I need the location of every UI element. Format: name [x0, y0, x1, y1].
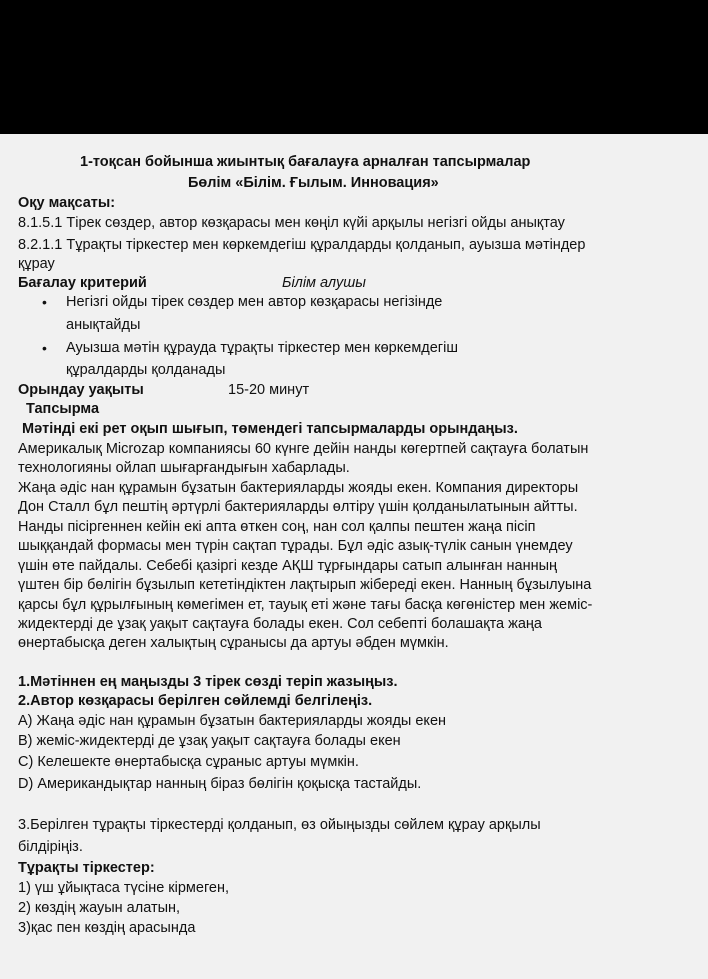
question-2: 2.Автор көзқарасы берілген сөйлемді белгілеңіз.	[18, 693, 373, 709]
bullet-icon: •	[42, 294, 47, 310]
criteria-item-line: Негізгі ойды тірек сөздер мен автор көзқарасы негізінде	[66, 294, 443, 310]
text-line: Америкалық Microzap компаниясы 60 күнге дейін нанды көгертпей сақтауға болатын	[18, 441, 589, 457]
task-instruction: Мәтінді екі рет оқып шығып, төмендегі тапсырмаларды орындаңыз.	[22, 421, 518, 437]
text-line: Жаңа әдіс нан құрамын бұзатын бактерияларды жояды екен. Компания директоры	[18, 480, 579, 496]
title-line-2: Бөлім «Білім. Ғылым. Инновация»	[188, 175, 439, 191]
answer-option-d: D) Американдықтар нанның біраз бөлігін қоқысқа тастайды.	[18, 776, 422, 792]
answer-option-b: B) жеміс-жидектерді де ұзақ уақыт сақтауға болады екен	[18, 733, 401, 749]
time-value: 15-20 минут	[228, 382, 310, 398]
answer-option-c: C) Келешекте өнертабысқа сұраныс артуы мүмкін.	[18, 754, 359, 770]
phrase-item: 2) көздің жауын алатын,	[18, 900, 181, 916]
objective-item: құрау	[18, 256, 55, 272]
text-line: технологияны ойлап шығарғандығын хабарлады.	[18, 460, 350, 476]
criteria-student-label: Білім алушы	[282, 275, 366, 291]
text-line: Нанды пісіргеннен кейін екі апта өткен соң, нан сол қалпы пештен жаңа пісіп	[18, 519, 536, 535]
time-label: Орындау уақыты	[18, 382, 144, 398]
text-line: жидектерді де ұзақ уақыт сақтауға болады екен. Сол себепті болашақта жаңа	[18, 616, 542, 632]
question-1: 1.Мәтіннен ең маңызды 3 тірек сөзді теріп жазыңыз.	[18, 674, 398, 690]
question-3-line: 3.Берілген тұрақты тіркестерді қолданып, өз ойыңызды сөйлем құрау арқылы	[18, 817, 541, 833]
phrase-item: 3)қас пен көздің арасында	[18, 920, 196, 936]
criteria-heading: Бағалау критерий	[18, 275, 147, 291]
criteria-item-line: құралдарды қолданады	[66, 362, 226, 378]
answer-option-a: A) Жаңа әдіс нан құрамын бұзатын бактерияларды жояды екен	[18, 713, 447, 729]
criteria-item-line: Ауызша мәтін құрауда тұрақты тіркестер мен көркемдегіш	[66, 340, 458, 356]
task-heading: Тапсырма	[26, 401, 100, 417]
phrase-item: 1) үш ұйықтаса түсіне кірмеген,	[18, 880, 230, 896]
objective-item: 8.2.1.1 Тұрақты тіркестер мен көркемдегіш құралдарды қолданып, ауызша мәтіндер	[18, 237, 586, 253]
document-page	[0, 134, 708, 979]
text-line: үштен бір бөлігін бұзылып кететіндіктен лақтырып жібереді екен. Нанның бұзылуына	[18, 577, 592, 593]
phrases-heading: Тұрақты тіркестер:	[18, 860, 155, 876]
text-line: шыққандай формасы мен түрін сақтап тұрады. Бұл әдіс азық-түлік санын үнемдеу	[18, 538, 573, 554]
objective-item: 8.1.5.1 Тірек сөздер, автор көзқарасы мен көңіл күйі арқылы негізгі ойды анықтау	[18, 215, 565, 231]
title-line-1: 1-тоқсан бойынша жиынтық бағалауға арналған тапсырмалар	[80, 154, 531, 170]
text-line: Дон Сталл бұл пештің әртүрлі бактерияларды өлтіру үшін қолданылатынын айтты.	[18, 499, 578, 515]
text-line: қарсы бұл құрылғының көмегімен ет, тауық еті және тағы басқа көгөністер мен жеміс-	[18, 597, 593, 613]
objectives-heading: Оқу мақсаты:	[18, 195, 116, 211]
criteria-item-line: анықтайды	[66, 317, 141, 333]
text-line: үшін өте пайдалы. Себебі қазіргі кезде АҚШ тұрғындары сатып алынған нанның	[18, 558, 558, 574]
bullet-icon: •	[42, 340, 47, 356]
text-line: өнертабысқа деген халықтың сұранысы да артуы әбден мүмкін.	[18, 635, 449, 651]
question-3-line: білдіріңіз.	[18, 839, 83, 855]
